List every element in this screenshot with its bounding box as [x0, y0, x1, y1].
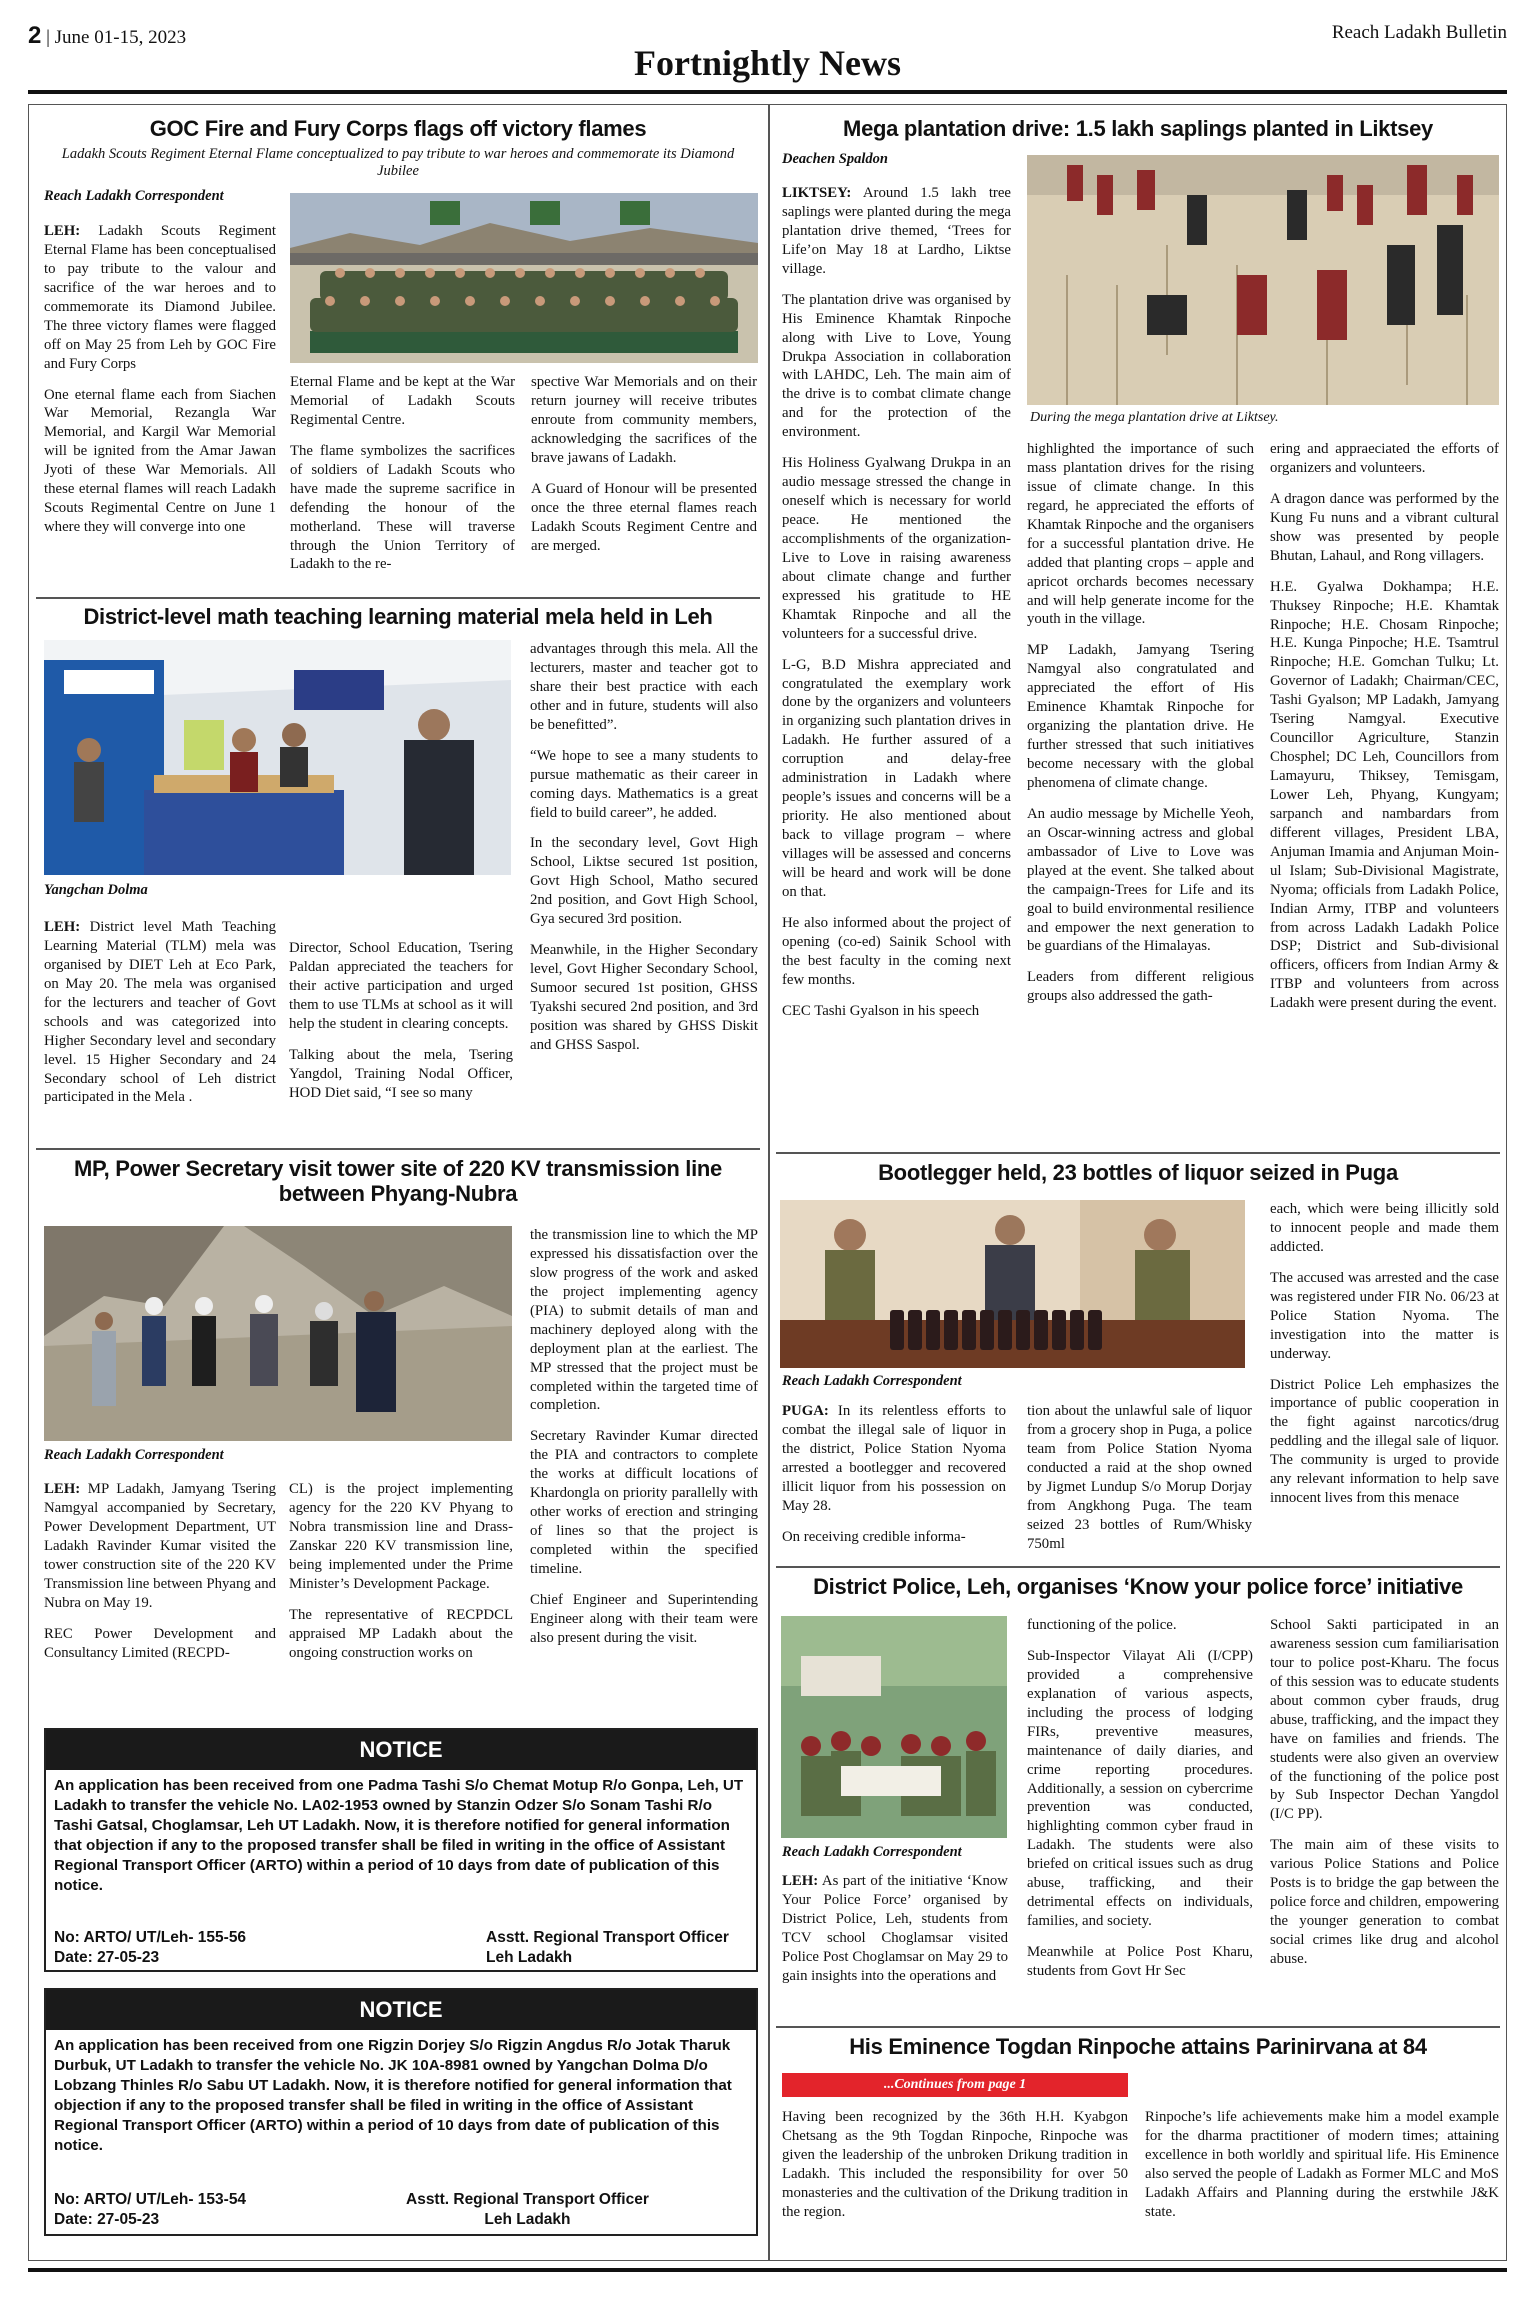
plantation-paragraph: An audio message by Michelle Yeoh, an Oscar-winning actress and global ambassador of Live to Love was played at the event. She talked about the campaign-Trees for Life and its goal to build environmental resilience and empower the next generation to be guardians of the Himalayas. [1027, 805, 1254, 955]
math-paragraph: In the secondary level, Govt High School, Liktse secured 1st position, Govt High School, Matho secured 2nd position, and Govt High School, Gya secured 3rd position. [530, 835, 758, 928]
rinpoche-paragraph: Having been recognized by the 36th H.H. Kyabgon Chetsang as the 9th Togdan Rinpoche, Rinpoche was given the leadership of the unbroken Drikung tradition in Ladakh. This included the responsibility for over 50 monasteries and the cultivation of the Drikung tradition in the region. [782, 2109, 1128, 2220]
math-col-2 [289, 939, 513, 1115]
notice-title: NOTICE [46, 1990, 756, 2030]
power-paragraph: REC Power Development and Consultancy Limited (RECPD- [44, 1625, 276, 1661]
plantation-photo-image [1027, 155, 1499, 405]
notice-box [44, 1728, 758, 1972]
plantation-col-1 [782, 184, 1011, 1032]
plantation-paragraph: H.E. Gyalwa Dokhampa; H.E. Thuksey Rinpoche; H.E. Khamtak Rinpoche; H.E. Chosam Rinpoche; H.E. Kunga Pinpoche; H.E. Tsamtrul Rinpoche; H.E. Gomchan Tulku; Lt. Governor of Ladakh; Chairman/CEC, Tashi Gyalson; MP Ladakh, Jamyang Tsering Namgyal. Executive Councillor Agriculture, Stanzin Chosphel; DC Leh, Councillors from Lamayuru, Thiksey, Temisgam, Lower Leh, Phyang, Kungyam; sarpanch and nambardars from different villages, President LBA, Anjuman Imamia and Anjuman Moin-ul Islam; Sub-Divisional Magistrate, Nyoma; officials from Ladakh Police, Indian Army, ITBP and volunteers from across Ladakh Ladakh Police DSP; District and Sub-divisional officers, officers from Indian Army & ITBP and volunteers from across Ladakh were present during the event. [1270, 578, 1499, 1012]
notice-place: Leh Ladakh [486, 1949, 573, 1967]
bootlegger-byline: Reach Ladakh Correspondent [782, 1373, 962, 1389]
goc-photo [290, 193, 758, 363]
rinpoche-col-1 [782, 2108, 1128, 2222]
notice-box [44, 1988, 758, 2236]
police-paragraph: functioning of the police. [1027, 1617, 1177, 1633]
plantation-paragraph: MP Ladakh, Jamyang Tsering Namgyal also congratulated and appreciated the effort of His Eminence Khamtak Rinpoche for organizing the plantation drive. He further stressed that such initiatives become necessary with the global phenomena of climate change. [1027, 642, 1254, 791]
goc-paragraph: One eternal flame each from Siachen War Memorial, Rezangla War Memorial, and Kargil War Memorial will be ignited from the Amar Jawan Jyoti of these War Memorials. All these eternal flames will reach Ladakh Scouts Regimental Centre on June 1 where they will converge into one [44, 386, 276, 536]
goc-byline: Reach Ladakh Correspondent [44, 188, 224, 204]
continues-banner: ...Continues from page 1 [782, 2073, 1128, 2097]
goc-paragraph: The flame symbolizes the sacrifices of soldiers of Ladakh Scouts who have made the supreme sacrifice in defending the honour of the motherland. These will traverse through the Union Territory of Ladakh to the re- [290, 442, 515, 573]
math-paragraph: District level Math Teaching Learning Material (TLM) mela was organised by DIET Leh at Eco Park, on May 20. The mela was organised for the lecturers and teacher of Govt schools and was categorized into Higher Secondary level and secondary level. 15 Higher Secondary and 24 Secondary school of Leh district participated in the Mela . [44, 919, 276, 1106]
police-col-2 [1027, 1616, 1253, 1993]
plantation-photo [1027, 155, 1499, 405]
math-byline: Yangchan Dolma [44, 882, 148, 898]
math-paragraph: Talking about the mela, Tsering Yangdol, Training Nodal Officer, HOD Diet said, “I see so many [289, 1046, 513, 1101]
bootlegger-paragraph: On receiving credible informa- [782, 1528, 966, 1545]
section-rule [776, 1566, 1500, 1568]
section-rule [36, 1148, 760, 1150]
power-paragraph: Chief Engineer and Superintending Engineer along with their team were also present during the visit. [530, 1591, 758, 1646]
notice-officer: Asstt. Regional Transport Officer [406, 2191, 649, 2208]
police-photo [781, 1616, 1007, 1838]
goc-paragraph: spective War Memorials and on their return journey will receive tributes enroute from community members, acknowledging the sacrifices of the brave jawans of Ladakh. [531, 374, 757, 466]
bootlegger-col-2 [1027, 1402, 1252, 1566]
rinpoche-col-2 [1145, 2108, 1499, 2222]
page-number: 2 [28, 22, 42, 49]
bootlegger-paragraph: each, which were being illicitly sold to innocent people and made them addicted. [1270, 1201, 1499, 1255]
power-headline: MP, Power Secretary visit tower site of 220 KV transmission line between Phyang-Nubra [74, 1156, 722, 1207]
section-title: Fortnightly News [634, 43, 901, 83]
notice-reference [54, 2190, 246, 2230]
bottom-rule [28, 2268, 1507, 2272]
power-photo [44, 1226, 512, 1441]
power-col-2 [289, 1480, 513, 1674]
notice-reference [54, 1928, 246, 1968]
plantation-col-3 [1270, 440, 1499, 1025]
bootlegger-dateline: PUGA: [782, 1403, 829, 1419]
police-headline: District Police, Leh, organises ‘Know your police force’ initiative [813, 1574, 1463, 1599]
math-dateline: LEH: [44, 919, 81, 935]
bootlegger-paragraph: tion about the unlawful sale of liquor from a grocery shop in Puga, a police team from Police Station Nyoma conducted a raid at the shop owned by Jigmet Lundup S/o Morup Dorjay from Angkhong Puga. The team seized 23 bottles of Rum/Whisky 750ml [1027, 1403, 1252, 1552]
plantation-paragraph: Around 1.5 lakh tree saplings were planted during the mega plantation drive themed, ‘Trees for Life’on May 18 at Lardho, Liktse village. [782, 185, 1011, 277]
plantation-paragraph: ering and appraeciated the efforts of organizers and volunteers. [1270, 441, 1499, 476]
goc-paragraph: A Guard of Honour will be presented once the three eternal flames reach Ladakh Scouts Regiment Centre and are merged. [531, 480, 757, 554]
math-photo [44, 640, 511, 875]
bootlegger-col-3 [1270, 1200, 1499, 1520]
notice-number: No: ARTO/ UT/Leh- 153-54 [54, 2191, 247, 2208]
math-col-3 [530, 640, 758, 1067]
section-rule [36, 597, 760, 599]
publication-name: Reach Ladakh Bulletin [1331, 22, 1507, 43]
notice-body: An application has been received from one Padma Tashi S/o Chemat Motup R/o Gonpa, Leh, UT Ladakh to transfer the vehicle No. LA02-1953 owned by Stanzin Odzer S/o Sonam Tashi R/o Tashi Gatsal, Choglamsar, Leh UT Ladakh. Now, it is therefore notified for general information that objection if any to the proposed transfer shall be filed in writing in the office of Assistant Regional Transport Officer (ARTO) within a period of 10 days from date of publication of this notice. [54, 1777, 744, 1895]
notice-title: NOTICE [46, 1730, 756, 1770]
power-dateline: LEH: [44, 1481, 81, 1497]
rinpoche-headline: His Eminence Togdan Rinpoche attains Parinirvana at 84 [849, 2034, 1427, 2059]
plantation-paragraph: highlighted the importance of such mass plantation drives for the rising issue of climate change. In this regard, he appreciated the efforts of Khamtak Rinpoche and the organisers for a successful plantation drive. He added that planting crops – apple and apricot orchards becomes necessary and will help generate income for the youth in the village. [1027, 441, 1254, 628]
top-rule [28, 90, 1507, 94]
power-paragraph: CL) is the project implementing agency for the 220 KV Phyang to Nobra transmission line and Drass-Zanskar 220 KV transmission line, being implemented under the Prime Minister’s Development Package. [289, 1481, 513, 1592]
notice-body: An application has been received from one Rigzin Dorjey S/o Rigzin Angdus R/o Jotak Tharuk Durbuk, UT Ladakh to transfer the vehicle No. JK 10A-8981 owned by Yangchan Dolma D/o Lobzang Thinles R/o Sabu UT Ladakh. Now, it is therefore notified for general information that objection if any to the proposed transfer shall be filed in writing in the office of Assistant Regional Transport Officer (ARTO) within a period of 10 days from date of publication of this notice. [54, 2037, 732, 2155]
police-col-3 [1270, 1616, 1499, 1981]
bootlegger-photo-image [780, 1200, 1245, 1368]
goc-dateline: LEH: [44, 223, 81, 239]
plantation-byline: Deachen Spaldon [782, 151, 888, 167]
power-col-3 [530, 1226, 758, 1660]
notice-signatory [486, 1928, 729, 1968]
math-paragraph: “We hope to see a many students to pursue mathematic as their career in coming days. Mathematics is a great field to build career”, he added. [530, 747, 758, 821]
police-dateline: LEH: [782, 1873, 819, 1889]
power-paragraph: MP Ladakh, Jamyang Tsering Namgyal accompanied by Secretary, Power Development Department, UT Ladakh Ravinder Kumar visited the tower construction site of the 220 KV Transmission line between Phyang and Nubra on May 19. [44, 1481, 276, 1611]
police-photo-image [781, 1616, 1007, 1838]
plantation-paragraph: The plantation drive was organised by His Eminence Khamtak Rinpoche along with Live to Love, Young Drukpa Association in collaboration with LAHDC, Leh. The main aim of the drive is to combat climate change and for the protection of the environment. [782, 291, 1011, 441]
bootlegger-paragraph: In its relentless efforts to combat the illegal sale of liquor in the district, Police Station Nyoma arrested a bootlegger and recovered illicit liquor from his possession on May 28. [782, 1403, 1007, 1514]
rinpoche-paragraph: Rinpoche’s life achievements make him a model example for the dharma practitioner of modern times; attaining excellence in both worldly and spiritual life. His Eminence also served the people of Ladakh as Former MLC and MoS Ladakh Affairs and Planning during the erstwhile J&K state. [1145, 2109, 1499, 2220]
plantation-col-2 [1027, 440, 1254, 1018]
goc-col-1 [44, 222, 276, 549]
plantation-caption: During the mega plantation drive at Liktsey. [1030, 410, 1279, 425]
power-paragraph: The representative of RECPDCL appraised MP Ladakh about the ongoing construction works on [289, 1606, 513, 1661]
bootlegger-paragraph: The accused was arrested and the case was registered under FIR No. 06/23 at Police Station Nyoma. The investigation into the matter is underway. [1270, 1269, 1499, 1362]
power-byline: Reach Ladakh Correspondent [44, 1447, 224, 1463]
plantation-paragraph: L-G, B.D Mishra appreciated and congratulated the exemplary work done by the organizers and volunteers in organizing such plantation drives in Ladakh. He further assured of a corruption and delay-free administration in Ladakh where people’s issues and concerns will be a priority. He also mentioned about back to village program – where villages will be assessed and concerns will be heard and work will be done on that. [782, 656, 1011, 900]
plantation-paragraph: He also informed about the project of opening (co-ed) Sainik School with the best faculty in the coming next few months. [782, 914, 1011, 988]
column-divider [768, 104, 770, 2261]
math-photo-image [44, 640, 511, 875]
police-paragraph: Meanwhile at Police Post Kharu, students from Govt Hr Sec [1027, 1944, 1253, 1979]
bootlegger-col-1 [782, 1402, 1006, 1559]
goc-paragraph: Eternal Flame and be kept at the War Memorial of Ladakh Scouts Regimental Centre. [290, 374, 515, 428]
section-rule [776, 1152, 1500, 1154]
math-paragraph: Meanwhile, in the Higher Secondary level, Govt Higher Secondary School, Sumoor secured 1st position, GHSS Tyakshi secured 2nd position, and 3rd position was shared by GHSS Diskit and GHSS Saspol. [530, 942, 758, 1053]
plantation-paragraph: CEC Tashi Gyalson in his speech [782, 1002, 980, 1019]
plantation-paragraph: Leaders from different religious groups also addressed the gath- [1027, 969, 1254, 1005]
police-col-1 [782, 1872, 1008, 1998]
notice-number: No: ARTO/ UT/Leh- 155-56 [54, 1929, 247, 1946]
math-paragraph: Director, School Education, Tsering Paldan appreciated the teachers for their active participation and urged them to use TLMs at school as it will help the student in clearing concepts. [289, 940, 513, 1032]
goc-col-2 [290, 373, 515, 586]
goc-subhead: Ladakh Scouts Regiment Eternal Flame conceptualized to pay tribute to war heroes and commemorate its Diamond Jubilee [61, 146, 735, 180]
power-paragraph: the transmission line to which the MP expressed his dissatisfaction over the slow progress of the work and asked the project implementing agency (PIA) to submit details of man and machinery deployed along with the deployment plan at the earliest. The MP stressed that the project must be completed within the targeted time of completion. [530, 1227, 758, 1414]
notice-officer: Asstt. Regional Transport Officer [486, 1929, 729, 1946]
notice-signatory [406, 2190, 649, 2230]
goc-col-3 [531, 373, 757, 567]
goc-photo-image [290, 193, 758, 363]
power-col-1 [44, 1480, 276, 1674]
power-photo-image [44, 1226, 512, 1441]
issue-date: | June 01-15, 2023 [46, 27, 187, 48]
police-byline: Reach Ladakh Correspondent [782, 1844, 962, 1860]
police-paragraph: School Sakti participated in an awareness session cum familiarisation tour to police post-Kharu. The focus of this session was to educate students about common cyber frauds, drug abuse, trafficking, and the impact they have on families and friends. The students were also given an overview of the functioning of the police post by Sub Inspector Dechan Yangdol (I/C PP). [1270, 1617, 1499, 1823]
police-paragraph: As part of the initiative ‘Know Your Police Force’ organised by District Police, Leh, students from TCV school Choglamsar visited Police Post Choglamsar on May 29 to gain insights into the operations and [782, 1873, 1008, 1984]
bootlegger-headline: Bootlegger held, 23 bottles of liquor seized in Puga [878, 1160, 1398, 1185]
plantation-dateline: LIKTSEY: [782, 185, 852, 201]
police-paragraph: Sub-Inspector Vilayat Ali (I/CPP) provided a comprehensive explanation of various aspects, including the process of lodging FIRs, preventive measures, maintenance of daily diaries, and crime reporting procedures. Additionally, a session on cybercrime prevention was conducted, highlighting common cyber fraud in Ladakh. The students were also briefed on critical issues such as drug abuse, trafficking, and their detrimental effects on individuals, families, and society. [1027, 1647, 1253, 1930]
bootlegger-paragraph: District Police Leh emphasizes the importance of public cooperation in the fight against narcotics/drug peddling and the illegal sale of liquor. The community is urged to provide any relevant information to help save innocent lives from this menace [1270, 1376, 1499, 1507]
math-col-1 [44, 918, 276, 1119]
plantation-headline: Mega plantation drive: 1.5 lakh saplings planted in Liktsey [843, 116, 1433, 141]
goc-paragraph: Ladakh Scouts Regiment Eternal Flame has been conceptualised to pay tribute to the valour and sacrifice of the war heroes and to commemorate its Diamond Jubilee. The three victory flames were flagged off on May 25 from Leh by GOC Fire and Fury Corps [44, 223, 277, 372]
section-rule [776, 2026, 1500, 2028]
math-headline: District-level math teaching learning material mela held in Leh [83, 604, 713, 629]
notice-date: Date: 27-05-23 [54, 1949, 160, 1967]
math-paragraph: advantages through this mela. All the lecturers, master and teacher got to share their best practice with each other and in future, students will also be benefitted”. [530, 641, 758, 733]
notice-place: Leh Ladakh [484, 2211, 571, 2229]
plantation-paragraph: A dragon dance was performed by the Kung Fu nuns and a vibrant cultural show was presented by people Bhutan, Lahaul, and Rong villagers. [1270, 490, 1499, 564]
goc-headline: GOC Fire and Fury Corps flags off victory flames [149, 116, 647, 141]
plantation-paragraph: His Holiness Gyalwang Drukpa in an audio message stressed the change in oneself which is necessary for world peace. He mentioned the accomplishments of the organization- Live to Love in raising awareness about climate change and further expressed his gratitude to HE Khamtak Rinpoche and all the volunteers for a successful drive. [782, 455, 1011, 642]
power-paragraph: Secretary Ravinder Kumar directed the PIA and contractors to complete the works at difficult locations of Khardongla on priority parallelly with other works of erection and stringing of lines so that the project is completed within the specified timeline. [530, 1428, 758, 1577]
police-paragraph: The main aim of these visits to various Police Stations and Police Posts is to bridge the gap between the police force and children, empowering the younger generation to combat social crimes like drug and alcohol abuse. [1270, 1837, 1499, 1967]
notice-date: Date: 27-05-23 [54, 2211, 160, 2229]
bootlegger-photo [780, 1200, 1245, 1368]
